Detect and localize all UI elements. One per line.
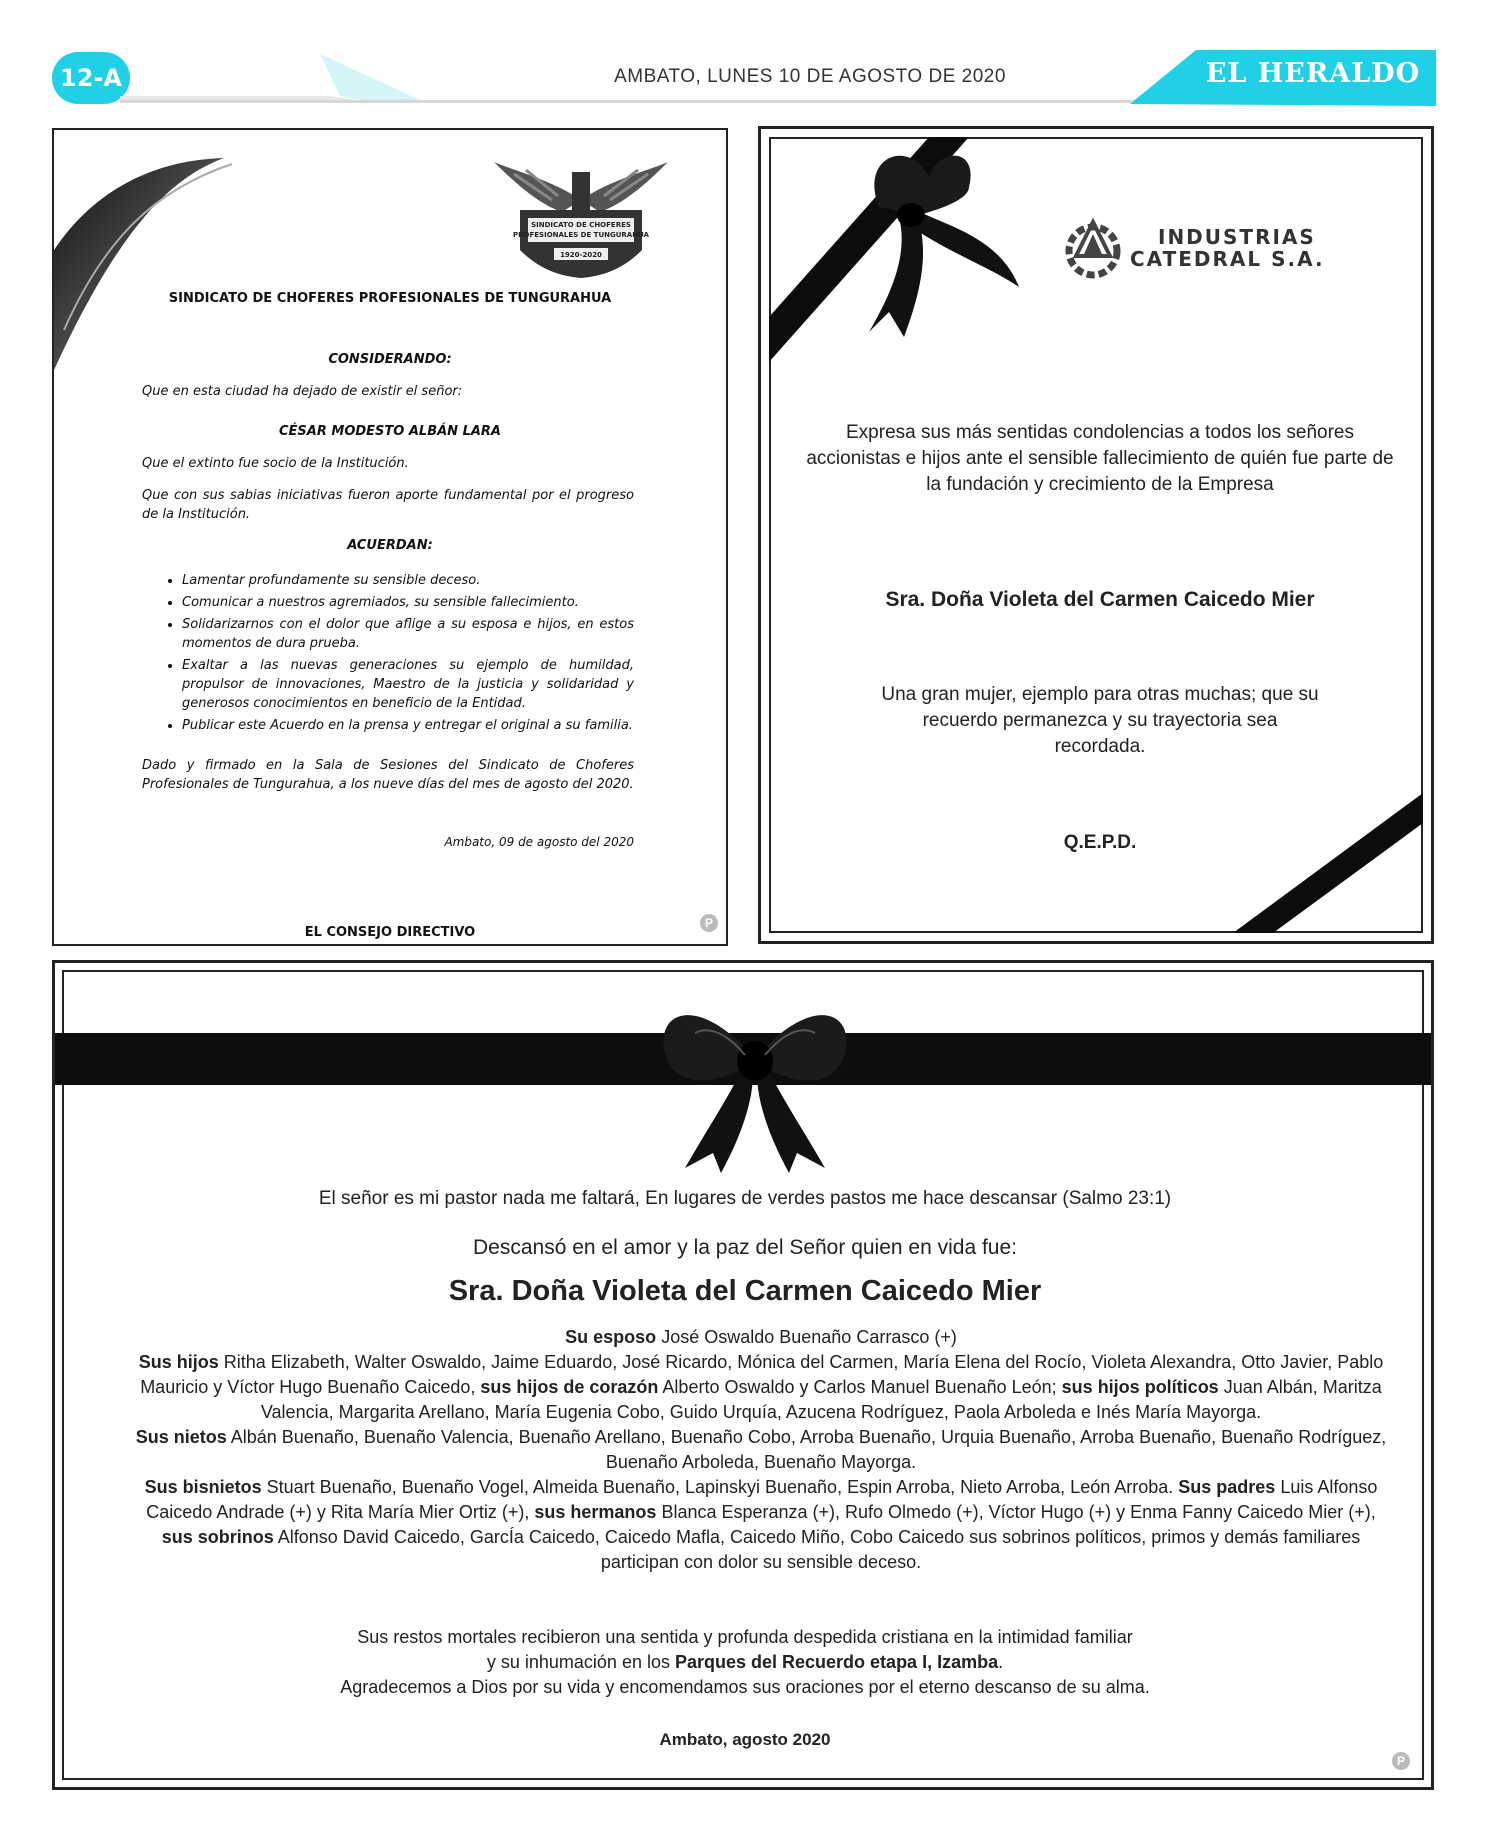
notice-sindicato (52, 128, 728, 946)
gratitude-text: Agradecemos a Dios por su vida y encomendamos sus oraciones por el eterno descanso de su alma. (340, 1677, 1150, 1697)
p-mark-icon: P (1392, 1752, 1410, 1770)
qepd: Q.E.P.D. (1063, 832, 1137, 853)
esposo-names: José Oswaldo Buenaño Carrasco (+) (656, 1327, 957, 1347)
list-item: • Solidarizarnos con el dolor que aflige a su esposa e hijos, en estos momentos de dura prueba. (182, 615, 634, 653)
family-members (130, 1325, 1392, 1575)
catedral-gear-logo (1060, 216, 1126, 282)
politicos-names: Juan Albán, Maritza Valencia, Margarita Arellano, María Eugenia Cobo, Guido Urquía, Azucena Rodríguez, Paola Arboleda e Inés María Mayorga. (260, 1377, 1382, 1422)
corazon-names: Alberto Oswaldo y Carlos Manuel Buenaño León; (658, 1377, 1062, 1397)
bisnietos-label: Sus bisnietos (144, 1477, 262, 1497)
esposo-label: Su esposo (565, 1327, 657, 1347)
notice2-deceased-name: Sra. Doña Violeta del Carmen Caicedo Mier (885, 588, 1315, 611)
politicos-label: sus hijos políticos (1061, 1377, 1219, 1397)
notice3-place-date: Ambato, agosto 2020 (659, 1730, 831, 1749)
notice1-place-date: Ambato, 09 de agosto del 2020 (444, 835, 634, 849)
notice3-intro: Descansó en el amor y la paz del Señor quien en vida fue: (472, 1236, 1017, 1259)
considerando-heading: CONSIDERANDO: (328, 352, 452, 367)
padres-names: Luis Alfonso Caicedo Andrade (+) y Rita María Mier Ortiz (+), (146, 1477, 1378, 1522)
page-number-badge: 12-A (52, 52, 130, 104)
hijos-label: Sus hijos (138, 1352, 219, 1372)
acuerdos-list (142, 571, 634, 738)
notice1-para1: Que el extinto fue socio de la Institución. (142, 456, 409, 471)
notice1-para2: Que con sus sabias iniciativas fueron aporte fundamental por el progreso de la Institución. (142, 488, 634, 522)
list-item: • Lamentar profundamente su sensible deceso. (182, 571, 634, 590)
notice3-deceased-name: Sra. Doña Violeta del Carmen Caicedo Mier (448, 1275, 1042, 1307)
list-item: • Comunicar a nuestros agremiados, su sensible fallecimiento. (182, 593, 634, 612)
condolence-text: Expresa sus más sentidas condolencias a todos los señores accionistas e hijos ante el sensible fallecimiento de quién fue parte de la fundación y crecimiento de la Empresa (806, 422, 1394, 495)
mourning-corner-ribbon (1233, 793, 1423, 933)
padres-label: Sus padres (1178, 1477, 1276, 1497)
restos-line2-post: . (998, 1652, 1004, 1672)
header-rule (120, 100, 1170, 103)
restos-line1: Sus restos mortales recibieron una sentida y profunda despedida cristiana en la intimidad familiar (357, 1627, 1133, 1647)
psalm-verse: El señor es mi pastor nada me faltará, En lugares de verdes pastos me hace descansar (Salmo 23:1) (318, 1188, 1172, 1209)
nietos-names: Albán Buenaño, Buenaño Valencia, Buenaño Arellano, Buenaño Cobo, Arroba Buenaño, Urquia Buenaño, Arroba Buenaño, Buenaño Rodríguez, Buenaño Arboleda, Buenaño Mayorga. (226, 1427, 1387, 1472)
p-mark-icon: P (700, 914, 718, 932)
tribute-text: Una gran mujer, ejemplo para otras muchas; que su recuerdo permanezca y su trayectoria sea recordada. (881, 684, 1319, 757)
cemetery-name: Parques del Recuerdo etapa I, Izamba (674, 1652, 999, 1672)
hermanos-label: sus hermanos (534, 1502, 657, 1522)
decorative-swoosh (54, 130, 234, 370)
deceased-name: CÉSAR MODESTO ALBÁN LARA (279, 424, 501, 439)
nietos-label: Sus nietos (135, 1427, 227, 1447)
logo-text-1: SINDICATO DE CHOFERES (531, 221, 631, 229)
sindicato-logo (492, 160, 670, 278)
sobrinos-names: Alfonso David Caicedo, GarcÍa Caicedo, Caicedo Mafla, Caicedo Miño, Cobo Caicedo sus sobrinos políticos, primos y demás familiares participan con dolor su sensible deceso. (273, 1527, 1361, 1572)
mourning-ribbon-icon (769, 137, 1039, 367)
list-item: • Publicar este Acuerdo en la prensa y entregar el original a su familia. (182, 716, 634, 735)
company-name (1130, 226, 1370, 270)
notice1-title: SINDICATO DE CHOFERES PROFESIONALES DE TUNGURAHUA (168, 291, 612, 306)
company-line2: CATEDRAL S.A. (1130, 247, 1325, 271)
restos-line2 (110, 1652, 1380, 1673)
acuerdan-heading: ACUERDAN: (347, 538, 433, 553)
notice1-closing: Dado y firmado en la Sala de Sesiones del Sindicato de Choferes Profesionales de Tungurahua, a los nueve días del mes de agosto del 2020. (142, 758, 634, 792)
hijos-names: Ritha Elizabeth, Walter Oswaldo, Jaime Eduardo, José Ricardo, Mónica del Carmen, María Elena del Rocío, Violeta Alexandra, Otto Javier, Pablo Mauricio y Víctor Hugo Buenaño Caicedo, (140, 1352, 1384, 1397)
company-line1: INDUSTRIAS (1158, 225, 1316, 249)
restos-line2-pre: y su inhumación en los (486, 1652, 675, 1672)
corazon-label: sus hijos de corazón (480, 1377, 659, 1397)
dateline: AMBATO, LUNES 10 DE AGOSTO DE 2020 (614, 66, 1006, 87)
notice1-signature: EL CONSEJO DIRECTIVO (304, 925, 476, 940)
sobrinos-label: sus sobrinos (161, 1527, 274, 1547)
hermanos-names: Blanca Esperanza (+), Rufo Olmedo (+), Víctor Hugo (+) y Enma Fanny Caicedo Mier (+), (656, 1502, 1376, 1522)
bow-icon (635, 973, 875, 1173)
list-item: • Exaltar a las nuevas generaciones su ejemplo de humildad, propulsor de innovaciones, Maestro de la justicia y solidaridad y generosos conocimientos en beneficio de la Entidad. (182, 656, 634, 713)
header-swoosh (120, 50, 420, 104)
masthead-title: EL HERALDO (1205, 58, 1421, 89)
logo-text-2: PROFESIONALES DE TUNGURAHUA (513, 231, 649, 239)
logo-years: 1920-2020 (560, 251, 602, 259)
bisnietos-names: Stuart Buenaño, Buenaño Vogel, Almeida Buenaño, Lapinskyi Buenaño, Espin Arroba, Nieto Arroba, León Arroba. (261, 1477, 1179, 1497)
notice1-intro: Que en esta ciudad ha dejado de existir el señor: (142, 384, 463, 399)
